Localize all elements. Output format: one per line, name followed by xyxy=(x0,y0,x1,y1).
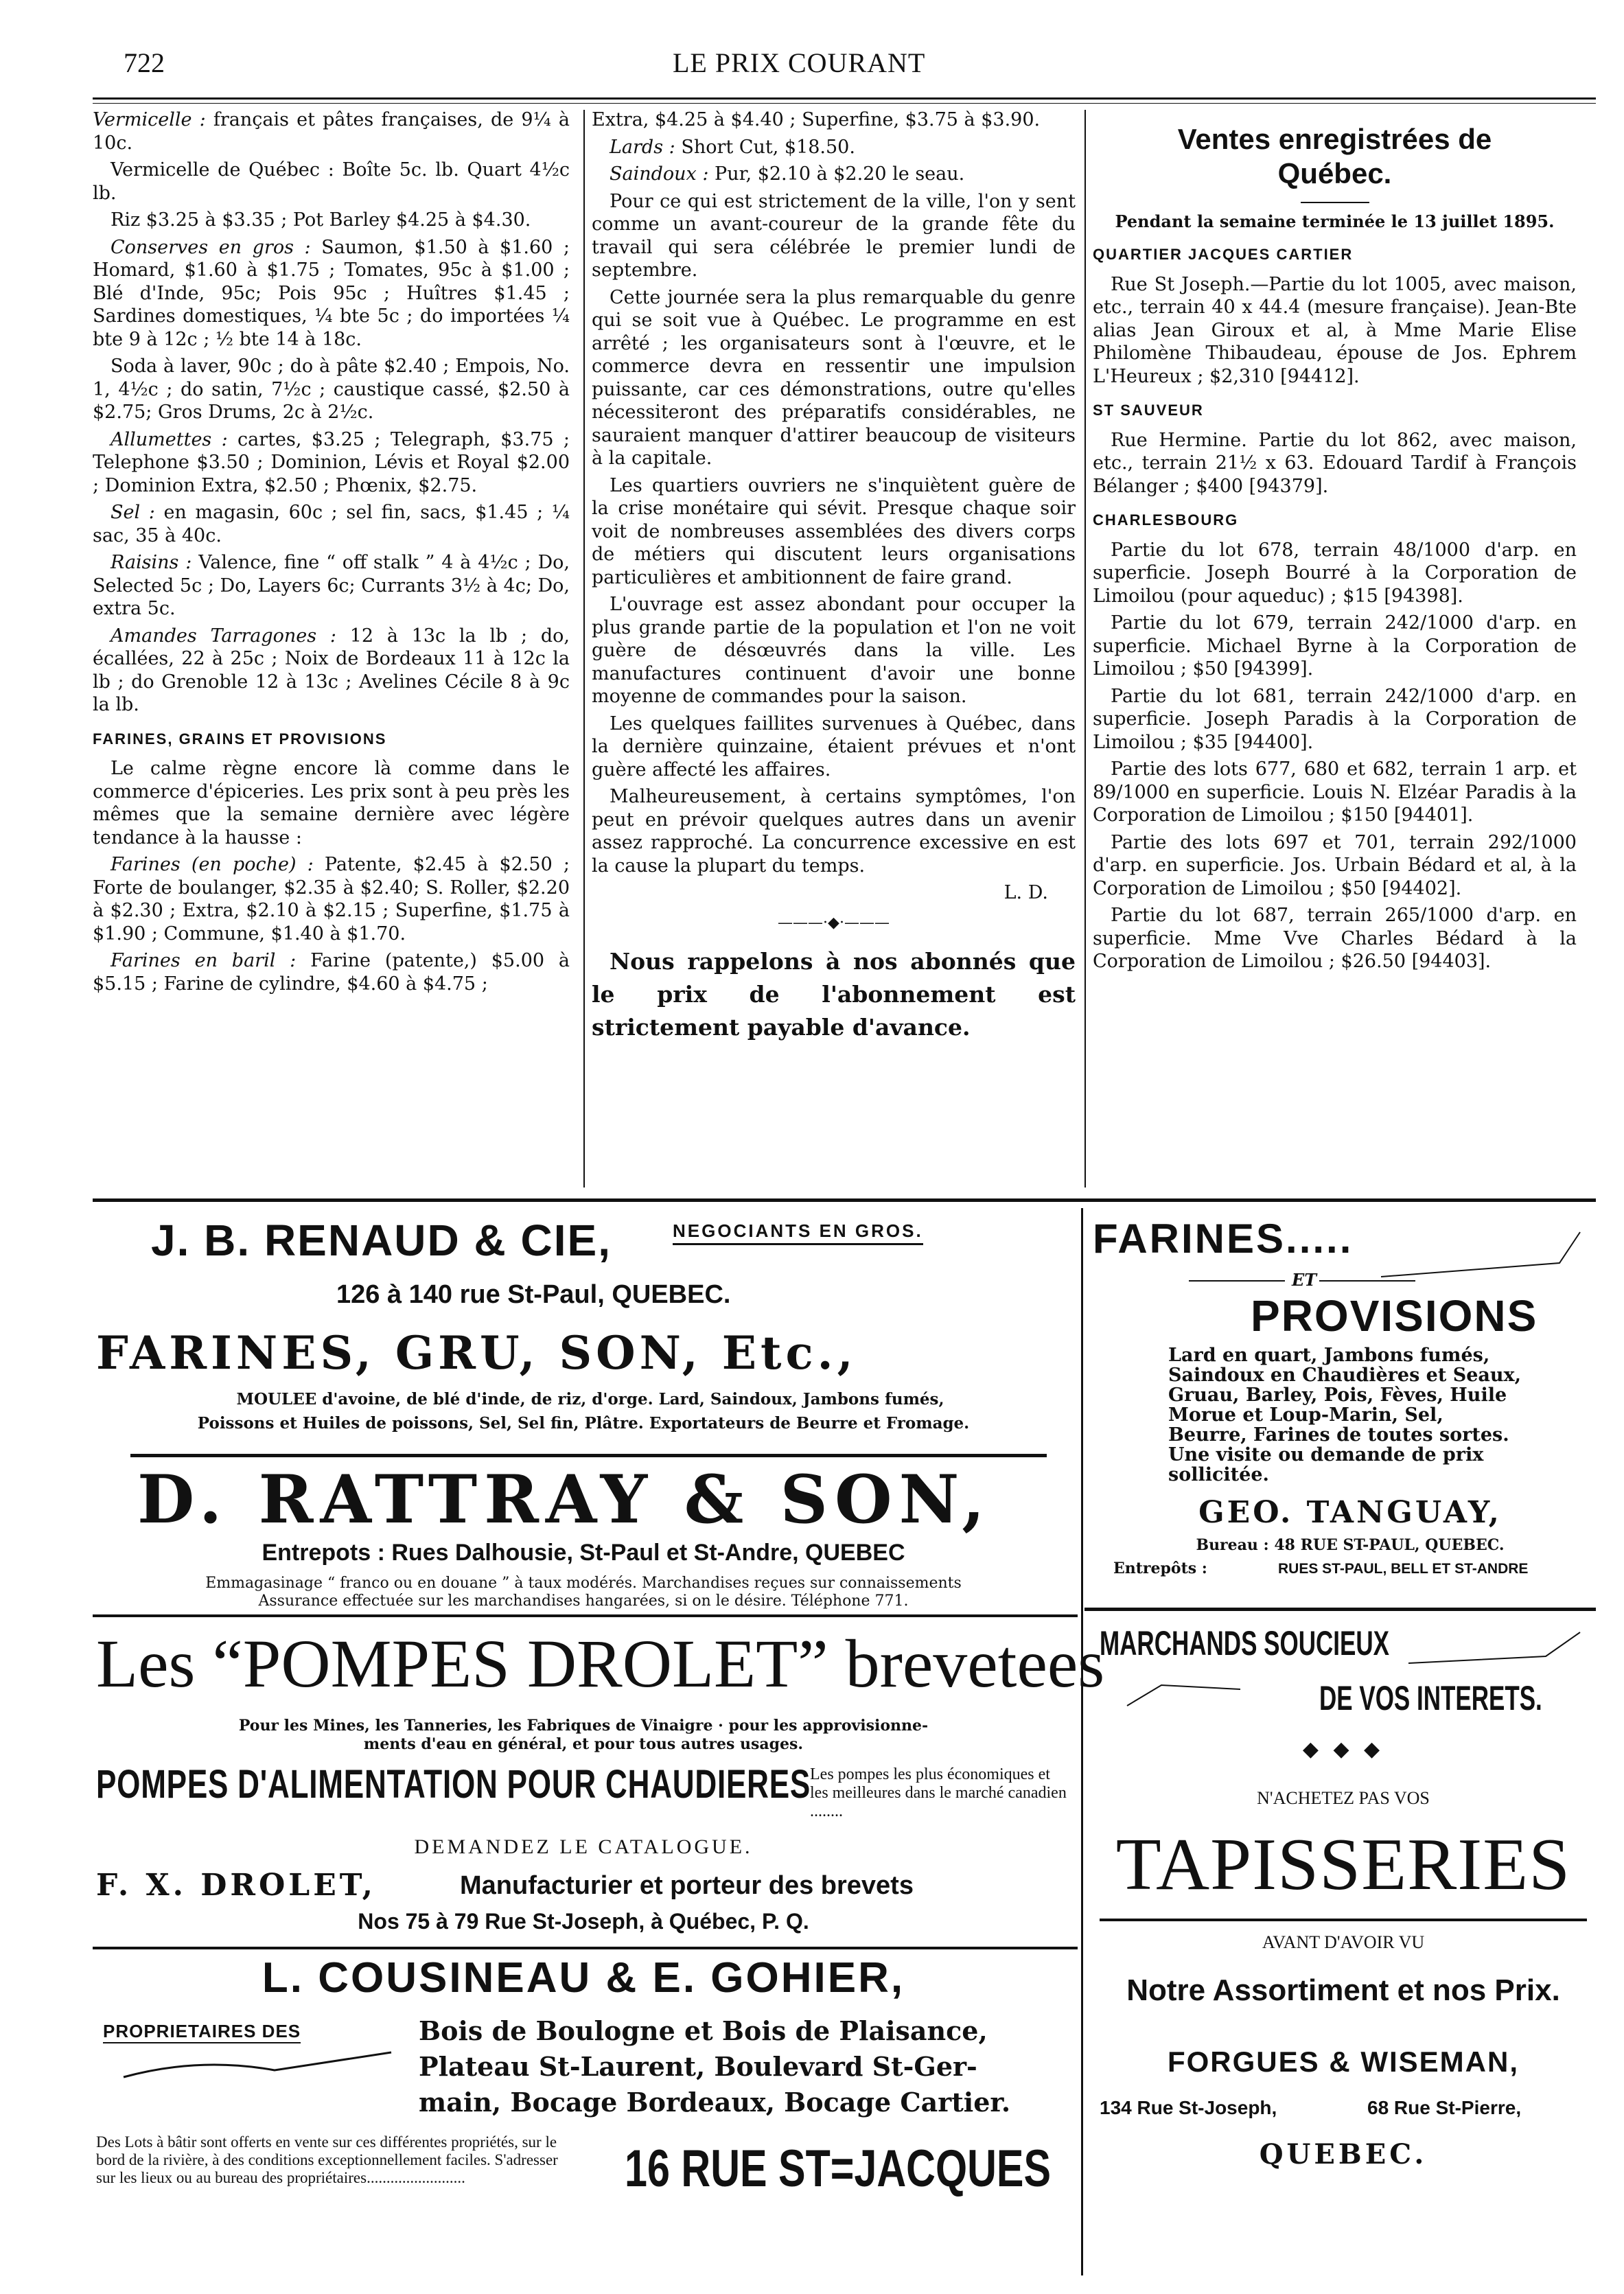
drolet-side: Les pompes les plus économiques et les meilleures dans le marché canadien ........ xyxy=(810,1765,1067,1820)
entry-5: Partie du lot 681, terrain 242/1000 d'arp. en superficie. Joseph Paradis à la Corporation de Limoilou ; $35 [94400]. xyxy=(1093,685,1577,753)
page-title: LE PRIX COURANT xyxy=(673,47,926,78)
entry-3: Partie du lot 678, terrain 48/1000 d'arp. en superficie. Joseph Bourré à la Corporation de Limoilou (pour aqueduc) ; $15 [94398]. xyxy=(1093,539,1577,607)
column-divider-1 xyxy=(583,110,585,1187)
header-rule-thin xyxy=(93,103,1596,104)
farines-et: ET xyxy=(1292,1270,1317,1290)
vermicelle-quebec: Vermicelle de Québec : Boîte 5c. lb. Quart 4½c lb. xyxy=(93,159,570,204)
entry-7: Partie des lots 697 et 701, terrain 292/1000 d'arp. en superficie. Jos. Urbain Bédard et al, à la Corporation de Limoilou ; $50 [94402]. xyxy=(1093,831,1577,899)
vermicelle-text: français et pâtes françaises, de 9¼ à 10c. xyxy=(93,109,570,154)
tanguay-bureau: Bureau : 48 RUE ST-PAUL, QUEBEC. xyxy=(1196,1536,1505,1554)
signature: L. D. xyxy=(1004,882,1048,903)
fw-city: QUEBEC. xyxy=(1259,2138,1428,2170)
conserves-text: Saumon, $1.50 à $1.60 ; Homard, $1.60 à $1.75 ; Tomates, 95c à $1.00 ; Blé d'Inde, 95c; Pois 95c ; Huîtres $1.45 ; Sardines domestiques, ¼ bte 5c ; do importées ¼ bte 9 à 12c ; ½ bte 14 à 18c. xyxy=(93,236,570,350)
rattray-small-1: Emmagasinage “ franco ou en douane ” à taux modérés. Marchandises reçues sur connaissements xyxy=(205,1575,962,1592)
farines-baril-text: Farine (patente,) $5.00 à $5.15 ; Farine de cylindre, $4.60 à $4.75 ; xyxy=(93,950,570,995)
farines-title: FARINES..... xyxy=(1093,1216,1354,1262)
fw-address-1: 134 Rue St-Joseph, xyxy=(1100,2097,1277,2118)
cousineau-name: L. COUSINEAU & E. GOHIER, xyxy=(262,1954,905,2002)
amandes-text: 12 à 13c la lb ; do, écallées, 22 à 25c ; Noix de Bordeaux 11 à 12c la lb ; do Grenoble 12 à 13c ; Avelines Cécile 8 à 9c la lb. xyxy=(93,625,570,715)
farines-baril-label: Farines en baril : xyxy=(111,950,297,971)
riz-text: Riz $3.25 à $3.35 ; Pot Barley $4.25 à $4.30. xyxy=(111,209,531,231)
entry-8: Partie du lot 687, terrain 265/1000 d'arp. en superficie. Mme Vve Charles Bédard à la Corporation de Limoilou ; $26.50 [94403]. xyxy=(1093,905,1577,972)
flourish-decoration xyxy=(117,2050,405,2091)
et-rule-left xyxy=(1189,1280,1285,1282)
saindoux-label: Saindoux : xyxy=(610,163,709,185)
article-p1: Pour ce qui est strictement de la ville, l'on y sent comme un avant-coureur de la grande fête du travail qui sera célébrée le premier lundi de septembre. xyxy=(592,190,1076,281)
fw-line-4: AVANT D'AVOIR VU xyxy=(1262,1932,1425,1952)
renaud-name: J. B. RENAUD & CIE, xyxy=(151,1216,612,1265)
ads-divider xyxy=(1081,1208,1083,2275)
ventes-title: Ventes enregistrées de Québec. xyxy=(1177,123,1492,189)
entry-6: Partie des lots 677, 680 et 682, terrain 1 arp. et 89/1000 en superficie. Louis N. Elzéar Paradis à la Corporation de Limoilou ; $150 [94401]. xyxy=(1093,758,1577,826)
extra-text: Extra, $4.25 à $4.40 ; Superfine, $3.75 à $3.90. xyxy=(592,109,1041,130)
fw-line-5: Notre Assortiment et nos Prix. xyxy=(1126,1973,1560,2007)
lards-text: Short Cut, $18.50. xyxy=(675,136,855,158)
fw-line-2: DE VOS INTERETS. xyxy=(1319,1679,1542,1717)
quartier-heading: QUARTIER JACQUES CARTIER xyxy=(1093,246,1354,263)
article-p6: Malheureusement, à certains symptômes, l'on peut en prévoir quelques autres dans un avenir assez rapproché. La concurrence excessive en est la cause la plupart du temps. xyxy=(592,786,1076,877)
drolet-maker: F. X. DROLET, xyxy=(96,1868,376,1903)
drolet-sub-1: Pour les Mines, les Tanneries, les Fabriques de Vinaigre · pour les approvisionne- xyxy=(238,1717,929,1735)
tanguay-rule xyxy=(1084,1608,1596,1611)
drolet-address: Nos 75 à 79 Rue St-Joseph, à Québec, P. Q. xyxy=(358,1909,809,1934)
tanguay-entrepots-2: RUES ST-PAUL, BELL ET ST-ANDRE xyxy=(1278,1561,1529,1577)
st-sauveur-heading: ST SAUVEUR xyxy=(1093,402,1204,419)
subscription-notice: Nous rappelons à nos abonnés que le prix de l'abonnement est strictement payable d'avance. xyxy=(592,948,1076,1041)
lards-label: Lards : xyxy=(610,136,675,158)
ads-rule xyxy=(93,1198,1596,1202)
renaud-small-2: Poissons et Huiles de poissons, Sel, Sel fin, Plâtre. Exportateurs de Beurre et Fromage. xyxy=(197,1414,970,1433)
fw-swoosh-bottom xyxy=(1120,1678,1244,1713)
drolet-title: Les “POMPES DROLET” brevetees xyxy=(96,1625,1105,1702)
drolet-sub-2: ments d'eau en général, et pour tous autres usages. xyxy=(363,1735,804,1753)
rattray-address: Entrepots : Rues Dalhousie, St-Paul et St-Andre, QUEBEC xyxy=(262,1540,905,1566)
entry-2: Rue Hermine. Partie du lot 862, avec maison, etc., terrain 21½ x 63. Edouard Tardif à François Bélanger ; $400 [94379]. xyxy=(1093,429,1577,497)
column-1 xyxy=(93,108,570,999)
raisins-label: Raisins : xyxy=(111,552,192,573)
fw-line-3: N'ACHETEZ PAS VOS xyxy=(1257,1788,1430,1808)
soda-text: Soda à laver, 90c ; do à pâte $2.40 ; Empois, No. 1, 4½c ; do satin, 7½c ; caustique cassé, $2.50 à $2.75; Gros Drums, 2c à 2½c. xyxy=(93,356,570,423)
column-divider-2 xyxy=(1084,110,1086,1187)
renaud-products: FARINES, GRU, SON, Etc., xyxy=(96,1326,857,1380)
entry-1: Rue St Joseph.—Partie du lot 1005, avec maison, etc., terrain 40 x 44.4 (mesure française). Jean-Bte alias Jean Giroux et al, à Mme Marie Elise Philomène Thibaudeau, épouse de Jos. Ephrem L'Heureux ; $2,310 [94412]. xyxy=(1093,273,1577,387)
farines-provisions: PROVISIONS xyxy=(1251,1291,1538,1341)
column-2 xyxy=(592,108,1076,1048)
charlesbourg-heading: CHARLESBOURG xyxy=(1093,511,1239,529)
ad-renaud xyxy=(96,1215,1071,1448)
cousineau-bois-1: Bois de Boulogne et Bois de Plaisance, xyxy=(419,2015,988,2046)
rattray-small-2: Assurance effectuée sur les marchandises hangarées, si on le désire. Téléphone 771. xyxy=(258,1592,909,1610)
rattray-name: D. RATTRAY & SON, xyxy=(137,1461,992,1538)
fw-rule xyxy=(1100,1919,1587,1921)
saindoux-text: Pur, $2.10 à $2.20 le seau. xyxy=(708,163,965,185)
tanguay-entrepots: Entrepôts : xyxy=(1113,1560,1207,1577)
column-3 xyxy=(1093,122,1577,977)
week-line: Pendant la semaine terminée le 13 juillet 1895. xyxy=(1115,211,1555,231)
allumettes-label: Allumettes : xyxy=(111,428,228,450)
renaud-address: 126 à 140 rue St-Paul, QUEBEC. xyxy=(336,1280,731,1309)
et-rule-right xyxy=(1319,1280,1415,1282)
allumettes-text: cartes, $3.25 ; Telegraph, $3.75 ; Telephone $3.50 ; Dominion, Lévis et Royal $2.00 ; Dominion Extra, $2.50 ; Phœnix, $2.75. xyxy=(93,428,570,496)
rattray-rule xyxy=(93,1614,1078,1617)
renaud-rule xyxy=(130,1454,1047,1457)
ad-forgues-wiseman xyxy=(1093,1617,1594,2275)
cousineau-address: 16 RUE ST=JACQUES xyxy=(625,2140,1052,2198)
article-p2: Cette journée sera la plus remarquable du genre qui se soit vue à Québec. Le programme en est arrêté ; les organisateurs sont à l'œuvre, et le commerce devra en ressentir une impulsion puissante, car ces démonstrations, outre qu'elles nécessiteront des préparatifs considérables, ne sauraient manquer d'attirer beaucoup de visiteurs à la capitale. xyxy=(592,286,1076,469)
renaud-tag: NEGOCIANTS EN GROS. xyxy=(673,1220,923,1245)
cousineau-small: Des Lots à bâtir sont offerts en vente sur ces différentes propriétés, sur le bord de la rivière, à des conditions exceptionnellement faciles. S'adresser sur les lieux ou au bureau des propriétaires......................... xyxy=(96,2133,558,2186)
ad-cousineau xyxy=(96,1954,1071,2276)
sel-text: en magasin, 60c ; sel fin, sacs, $1.45 ; ¼ sac, 35 à 40c. xyxy=(93,502,570,546)
farines-intro: Le calme règne encore là comme dans le commerce d'épiceries. Les prix sont à peu près les mêmes que la semaine dernière avec légère tendance à la hausse : xyxy=(93,758,570,848)
raisins-text: Valence, fine “ off stalk ” 4 à 4½c ; Do, Selected 5c ; Do, Layers 6c; Currants 3½ à 4c; Do, extra 5c. xyxy=(93,552,570,619)
title-rule xyxy=(1301,202,1369,203)
header-rule xyxy=(93,97,1596,100)
fw-swoosh-top xyxy=(1408,1629,1587,1670)
cousineau-bois-2: Plateau St-Laurent, Boulevard St-Ger- xyxy=(419,2051,977,2082)
drolet-maker-2: Manufacturier et porteur des brevets xyxy=(460,1871,914,1900)
fw-line-1: MARCHANDS SOUCIEUX xyxy=(1100,1624,1389,1662)
section-heading: FARINES, GRAINS ET PROVISIONS xyxy=(93,730,387,748)
fw-diamonds: ◆ ◆ ◆ xyxy=(1302,1737,1384,1761)
swoosh-decoration xyxy=(1381,1229,1587,1284)
ornament: ———·◆·——— xyxy=(778,914,890,931)
article-p5: Les quelques faillites survenues à Québec, dans la dernière quinzaine, étaient prévues et n'ont guère affecté les affaires. xyxy=(592,712,1076,780)
farines-poche-label: Farines (en poche) : xyxy=(111,854,314,875)
entry-4: Partie du lot 679, terrain 242/1000 d'arp. en superficie. Michael Byrne à la Corporation de Limoilou ; $50 [94399]. xyxy=(1093,612,1577,680)
farines-poche-text: Patente, $2.45 à $2.50 ; Forte de boulanger, $2.35 à $2.40; S. Roller, $2.20 à $2.30 ; Extra, $2.10 à $2.15 ; Superfine, $1.75 à $1.90 ; Commune, $1.40 à $1.70. xyxy=(93,854,570,945)
page-number: 722 xyxy=(124,47,165,78)
amandes-label: Amandes Tarragones : xyxy=(111,625,336,647)
fw-name: FORGUES & WISEMAN, xyxy=(1167,2046,1519,2078)
farines-body: Lard en quart, Jambons fumés, Saindoux en Chaudières et Seaux, Gruau, Barley, Pois, Fèves, Huile Morue et Loup-Marin, Sel, Beurre, Farines de toutes sortes. Une visite ou demande de prix sollicitée. xyxy=(1168,1345,1522,1485)
ad-drolet xyxy=(96,1624,1105,1947)
cousineau-prop: PROPRIETAIRES DES xyxy=(103,2021,301,2043)
drolet-rule xyxy=(93,1947,1078,1949)
drolet-catalogue: DEMANDEZ LE CATALOGUE. xyxy=(414,1835,753,1858)
fw-address-2: 68 Rue St-Pierre, xyxy=(1367,2097,1522,2118)
drolet-big: POMPES D'ALIMENTATION POUR CHAUDIERES xyxy=(96,1762,811,1807)
fw-tapisseries: TAPISSERIES xyxy=(1115,1824,1571,1905)
vermicelle-label: Vermicelle : xyxy=(93,109,206,130)
article-p4: L'ouvrage est assez abondant pour occuper la plus grande partie de la population et l'on ne voit guère de désœuvrés dans la ville. Les manufactures continuent d'avoir une bonne moyenne de commandes pour la saison. xyxy=(592,594,1076,707)
ad-rattray xyxy=(96,1461,1071,1612)
tanguay-name: GEO. TANGUAY, xyxy=(1198,1495,1502,1530)
sel-label: Sel : xyxy=(111,502,155,523)
renaud-small-1: MOULEE d'avoine, de blé d'inde, de riz, d'orge. Lard, Saindoux, Jambons fumés, xyxy=(236,1390,944,1409)
cousineau-bois-3: main, Bocage Bordeaux, Bocage Cartier. xyxy=(419,2087,1011,2118)
conserves-label: Conserves en gros : xyxy=(111,236,311,258)
article-p3: Les quartiers ouvriers ne s'inquiètent guère de la crise monétaire qui sévit. Presque chaque soir voit de nombreuses assemblées des divers corps de métiers qui discutent leurs organisations particulières et ambitionnent de faire grand. xyxy=(592,474,1076,588)
ad-tanguay xyxy=(1093,1215,1594,1599)
